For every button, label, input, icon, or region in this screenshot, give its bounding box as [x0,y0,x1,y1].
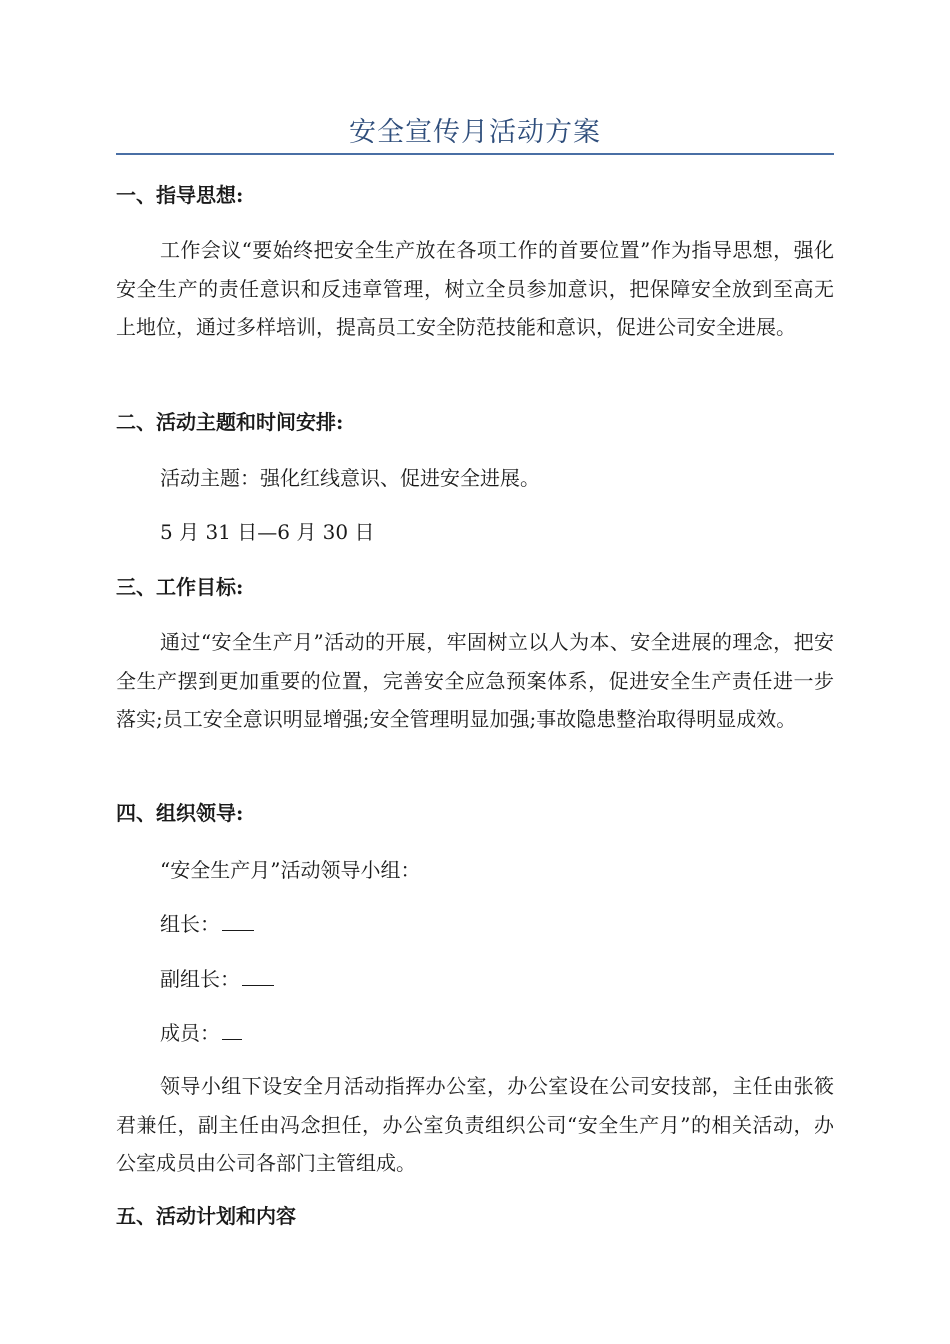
leadership-group-title: “安全生产月”活动领导小组： [160,858,421,882]
section-paragraph-organization: 领导小组下设安全月活动指挥办公室，办公室设在公司安技部，主任由张筱君兼任，副主任由冯念担任，办公室负责组织公司“安全生产月”的相关活动，办公室成员由公司各部门主管组成。 [116,1074,834,1175]
leader-label: 组长： [160,912,220,936]
section-heading-guiding-ideology: 一、指导思想: [116,183,244,207]
activity-dates-text: 5 月 31 日—6 月 30 日 [160,520,375,544]
title-underline [116,153,834,155]
members-label: 成员： [160,1021,220,1045]
document-title: 安全宣传月活动方案 [349,117,601,148]
leader-line [160,910,254,938]
members-line [160,1019,242,1047]
section-paragraph-guiding-ideology: 工作会议“要始终把安全生产放在各项工作的首要位置”作为指导思想，强化安全生产的责任意识和反违章管理，树立全员参加意识，把保障安全放到至高无上地位，通过多样培训，提高员工安全防范技能和意识，促进公司安全进展。 [116,238,834,339]
activity-theme-text: 活动主题：强化红线意识、促进安全进展。 [160,466,540,490]
section-heading-theme-schedule: 二、活动主题和时间安排: [116,410,344,434]
deputy-leader-blank [242,967,274,986]
deputy-leader-line [160,965,274,993]
section-paragraph-work-goals: 通过“安全生产月”活动的开展，牢固树立以人为本、安全进展的理念，把安全生产摆到更加重要的位置，完善安全应急预案体系，促进安全生产责任进一步落实;员工安全意识明显增强;安全管理明显加强;事故隐患整治取得明显成效。 [116,630,834,731]
section-heading-organization: 四、组织领导: [116,801,244,825]
deputy-leader-label: 副组长： [160,967,240,991]
leader-blank [222,912,254,931]
members-blank [222,1021,242,1040]
section-heading-work-goals: 三、工作目标: [116,575,244,599]
section-heading-activity-plan: 五、活动计划和内容 [116,1204,296,1228]
